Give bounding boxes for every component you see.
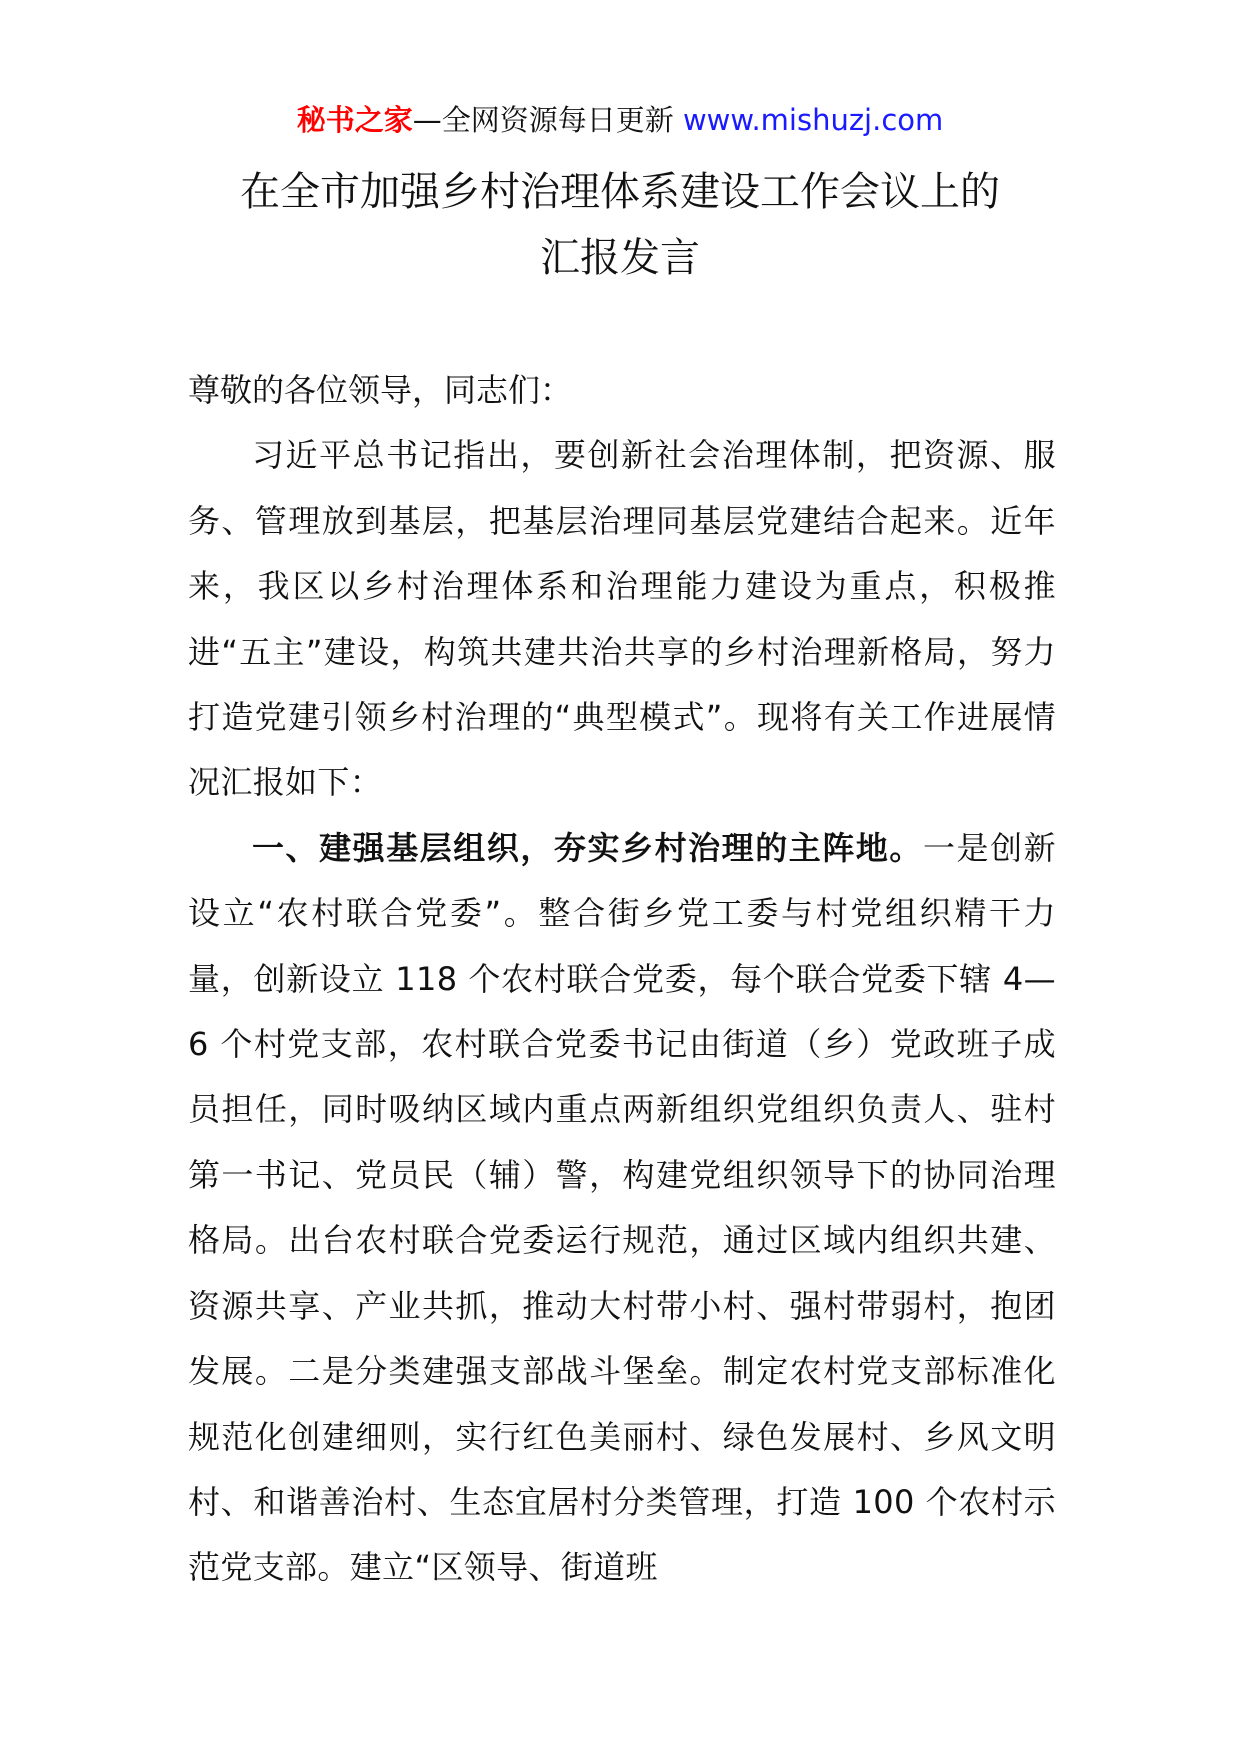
paragraph-section-1	[188, 816, 1056, 1601]
header-tagline: —全网资源每日更新	[412, 103, 683, 137]
site-url-link[interactable]: www.mishuzj.com	[682, 103, 944, 137]
document-body	[188, 358, 1056, 1601]
salutation: 尊敬的各位领导，同志们：	[188, 371, 573, 409]
site-header	[0, 100, 1240, 140]
section-heading: 一、建强基层组织，夯实乡村治理的主阵地。	[252, 828, 923, 867]
document-title-line-1: 在全市加强乡村治理体系建设工作会议上的	[240, 169, 1000, 215]
brand-name: 秘书之家	[296, 103, 413, 137]
document-title-line-2: 汇报发言	[540, 235, 700, 281]
paragraph-intro: 习近平总书记指出，要创新社会治理体制，把资源、服务、管理放到基层，把基层治理同基层党建结合起来。近年来，我区以乡村治理体系和治理能力建设为重点，积极推进“五主”建设，构筑共建共治共享的乡村治理新格局，努力打造党建引领乡村治理的“典型模式”。现将有关工作进展情况汇报如下：	[188, 436, 1056, 802]
section-body: 一是创新设立“农村联合党委”。整合街乡党工委与村党组织精干力量，创新设立 118 个农村联合党委，每个联合党委下辖 4—6 个村党支部，农村联合党委书记由街道（乡）党政班子成员担任，同时吸纳区域内重点两新组织党组织负责人、驻村第一书记、党员民（辅）警，构建党组织领导下的协同治理格局。出台农村联合党委运行规范，通过区域内组织共建、资源共享、产业共抓，推动大村带小村、强村带弱村，抱团发展。二是分类建强支部战斗堡垒。制定农村党支部标准化规范化创建细则，实行红色美丽村、绿色发展村、乡风文明村、和谐善治村、生态宜居村分类管理，打造 100 个农村示范党支部。建立“区领导、街道班	[188, 828, 1056, 1587]
